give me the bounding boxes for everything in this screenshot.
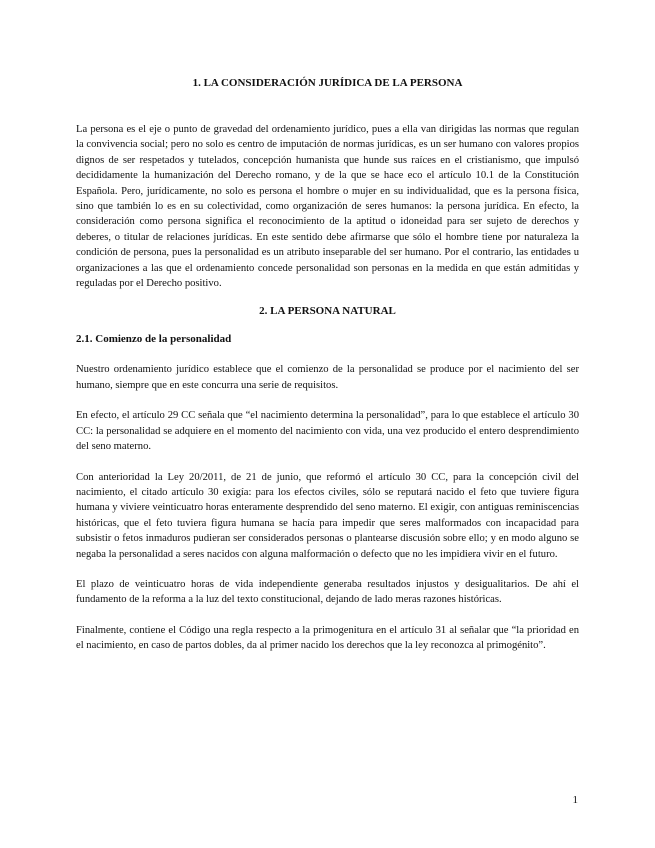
section-1-paragraph: La persona es el eje o punto de gravedad del ordenamiento jurídico, pues a ella van dirigidas las normas que regulan la convivencia social; pero no solo es centro de imputación de normas jurídicas, es un ser humano con valores propios dignos de ser respetados y tutelados, concepción humanista que hunde sus raíces en el cristianismo, que impulsó decididamente la humanización del Derecho romano, y de la que se hace eco el artículo 10.1 de la Constitución Española. Pero, jurídicamente, no solo es persona el hombre o mujer en su individualidad, que es la persona física, sino que también lo es en su colectividad, como organización de seres humanos: la persona jurídica. En efecto, la consideración como persona significa el reconocimiento de la aptitud o idoneidad para ser sujeto de derechos y deberes, o titular de relaciones jurídicas. En este sentido debe afirmarse que sólo el hombre tiene por naturaleza la condición de persona, pues la personalidad es un atributo inseparable del ser humano. Por el contrario, las entidades u organizaciones a las que el ordenamiento concede personalidad son personas en la medida en que están admitidas y reguladas por el Derecho positivo. xyxy=(76,124,579,290)
paragraph-article-29: En efecto, el artículo 29 CC señala que “el nacimiento determina la personalidad”, para lo que establece el artículo 30 CC: la personalidad se adquiere en el momento del nacimiento con vida, una vez producido el entero desprendimiento del seno materno. xyxy=(76,410,579,453)
subsection-2-1-title: 2.1. Comienzo de la personalidad xyxy=(76,333,232,346)
section-2-title: 2. LA PERSONA NATURAL xyxy=(259,305,396,318)
document-page xyxy=(76,76,579,654)
section-1-title: 1. LA CONSIDERACIÓN JURÍDICA DE LA PERSONA xyxy=(192,77,463,89)
paragraph-24-hours: El plazo de veinticuatro horas de vida independiente generaba resultados injustos y desigualitarios. De ahí el fundamento de la reforma a la luz del texto constitucional, dejando de lado meras razones históricas. xyxy=(76,578,579,606)
paragraph-law-20-2011: Con anterioridad la Ley 20/2011, de 21 de junio, que reformó el artículo 30 CC, para la concepción civil del nacimiento, el citado artículo 30 exigía: para los efectos civiles, sólo se reputará nacido el feto que tuviere figura humana y viviere veinticuatro horas enteramente desprendido del seno materno. El exigir, con antiguas reminiscencias históricas, que el feto tuviera figura humana se hacía para impedir que seres malformados con incapacidad para subsistir o fetos inmaduros pudieran ser considerados personas o plantearse discusión sobre ello; y en modo alguno se negaba la personalidad a seres nacidos con alguna malformación o defecto que no les impidiera vivir en el futuro. xyxy=(76,471,579,560)
paragraph-primogeniture: Finalmente, contiene el Código una regla respecto a la primogenitura en el artículo 31 al señalar que “la prioridad en el nacimiento, en caso de partos dobles, da al primer nacido los derechos que la ley reconozca al primogénito”. xyxy=(76,624,579,652)
paragraph-beginning-of-personality: Nuestro ordenamiento jurídico establece que el comienzo de la personalidad se produce por el nacimiento del ser humano, siempre que en este concurra una serie de requisitos. xyxy=(76,364,579,391)
page-number: 1 xyxy=(572,794,578,806)
